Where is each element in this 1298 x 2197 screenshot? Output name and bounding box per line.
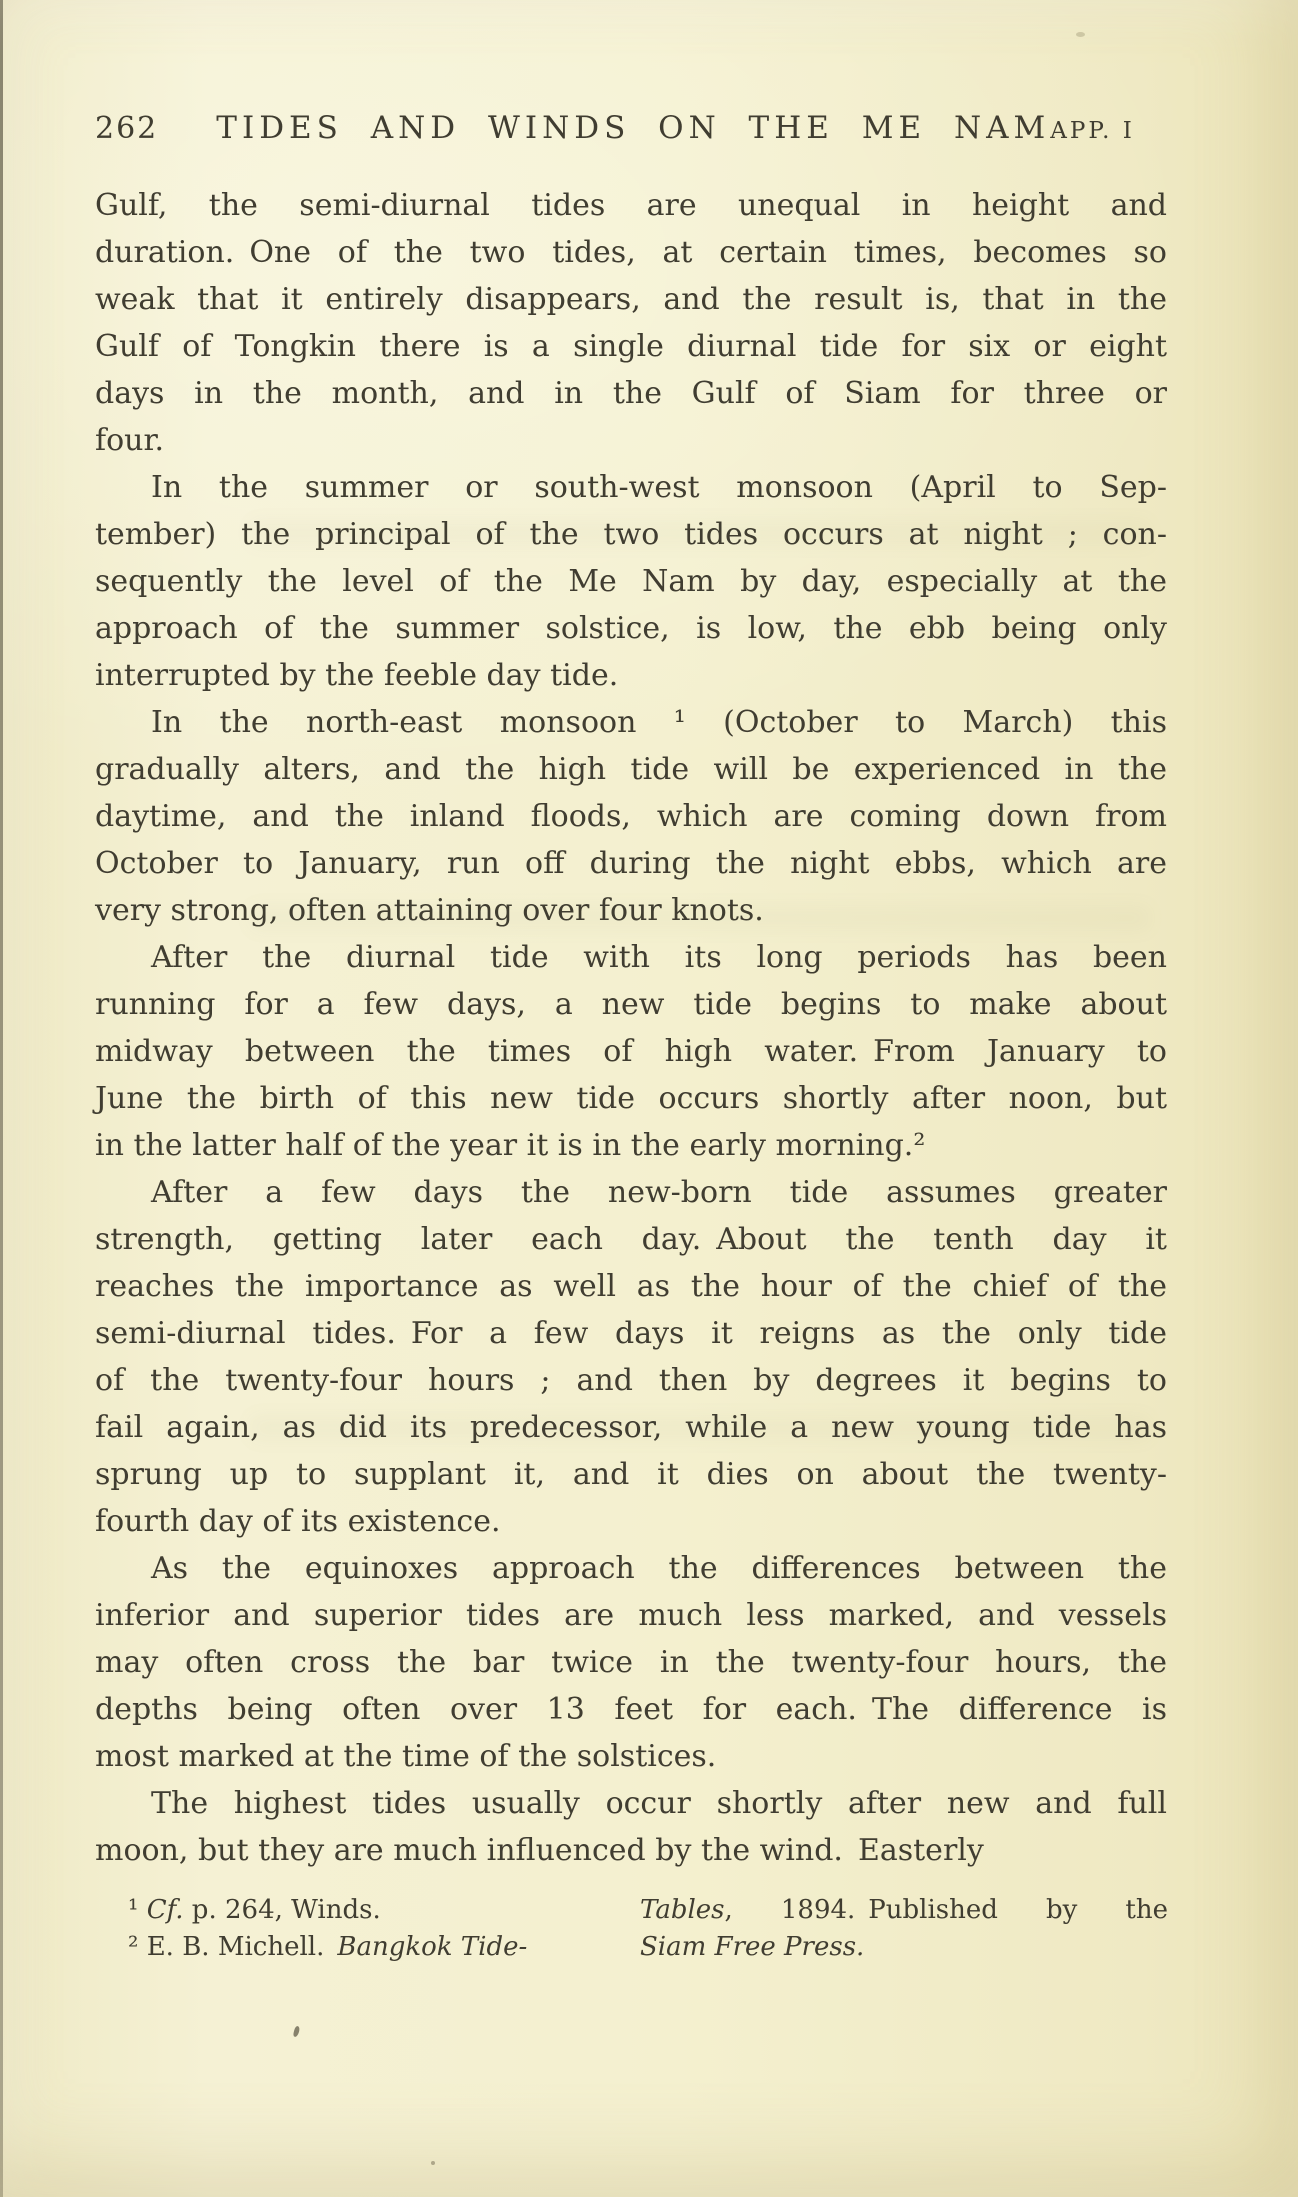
body-line: After the diurnal tide with its long periods has been [151,940,1167,975]
footnote-text: ¹ [128,1895,147,1925]
body-line: In the north-east monsoon ¹ (October to March) this [151,705,1167,740]
body-line: moon, but they are much influenced by the wind. Easterly [95,1833,984,1868]
appendix-label: APP. I [1050,118,1135,144]
body-line: most marked at the time of the solstices. [95,1739,717,1774]
page-number: 262 [95,111,159,146]
ink-speck [1076,32,1085,37]
footnote-line [640,1892,1168,1929]
body-line: fail again, as did its predecessor, while a new young tide has [95,1410,1167,1445]
body-line: strength, getting later each day. About the tenth day it [95,1222,1167,1257]
body-line: The highest tides usually occur shortly after new and full [151,1786,1167,1821]
body-line: depths being often over 13 feet for each. The difference is [95,1692,1167,1727]
body-line: approach of the summer solstice, is low, the ebb being only [95,611,1167,646]
body-line: in the latter half of the year it is in the early morning.² [95,1128,926,1163]
footnote-column-left [128,1892,606,1966]
body-line: interrupted by the feeble day tide. [95,658,619,693]
body-line: gradually alters, and the high tide will be experienced in the [95,752,1167,787]
body-line: of the twenty-four hours ; and then by degrees it begins to [95,1363,1167,1398]
footnote-italic-text: Siam Free Press. [640,1932,865,1962]
body-line: After a few days the new-born tide assumes greater [151,1175,1167,1210]
body-line: fourth day of its existence. [95,1504,501,1539]
body-line: four. [95,423,165,458]
body-line: June the birth of this new tide occurs shortly after noon, but [95,1081,1167,1116]
body-line: sequently the level of the Me Nam by day, especially at the [95,564,1167,599]
footnote-line [128,1892,606,1929]
body-line: daytime, and the inland floods, which are coming down from [95,799,1167,834]
ink-speck [431,2161,435,2165]
footnote-column-right [640,1892,1168,1966]
body-line: inferior and superior tides are much less marked, and vessels [95,1598,1167,1633]
body-line: running for a few days, a new tide begins to make about [95,987,1167,1022]
footnotes [128,1892,1168,1966]
body-line: may often cross the bar twice in the twenty-four hours, the [95,1645,1167,1680]
scan-edge-shadow [0,0,3,2197]
footnote-line [128,1929,606,1966]
body-line: duration. One of the two tides, at certain times, becomes so [95,235,1167,270]
footnote-italic-text: Bangkok Tide- [337,1932,528,1962]
body-line: midway between the times of high water. From January to [95,1034,1167,1069]
body-line: days in the month, and in the Gulf of Siam for three or [95,376,1167,411]
body-line: sprung up to supplant it, and it dies on about the twenty- [95,1457,1167,1492]
body-line: reaches the importance as well as the hour of the chief of the [95,1269,1167,1304]
footnote-text: , 1894. Published by the [724,1895,1168,1925]
footnote-italic-text: Cf. [146,1895,184,1925]
body-line: Gulf, the semi-diurnal tides are unequal in height and [95,188,1167,223]
running-title: TIDES AND WINDS ON THE ME NAM [216,110,1051,146]
footnote-italic-text: Tables [640,1895,725,1925]
body-line: October to January, run off during the night ebbs, which are [95,846,1167,881]
body-line: Gulf of Tongkin there is a single diurnal tide for six or eight [95,329,1167,364]
body-line: semi-diurnal tides. For a few days it reigns as the only tide [95,1316,1167,1351]
ink-speck [293,2026,301,2038]
body-line: very strong, often attaining over four knots. [95,893,764,928]
running-header [95,110,1190,146]
body-line: As the equinoxes approach the differences between the [151,1551,1167,1586]
footnote-text: ² E. B. Michell. [128,1932,338,1962]
body-line: In the summer or south-west monsoon (April to Sep- [151,470,1167,505]
body-text [95,182,1167,1874]
body-line: weak that it entirely disappears, and the result is, that in the [95,282,1167,317]
footnote-line [640,1929,1168,1966]
footnote-text: p. 264, Winds. [183,1895,381,1925]
body-line: tember) the principal of the two tides occurs at night ; con- [95,517,1167,552]
